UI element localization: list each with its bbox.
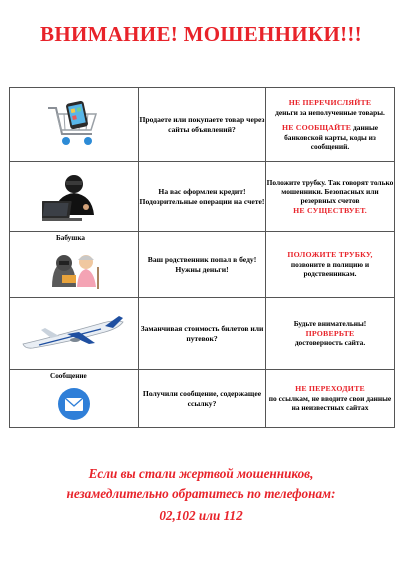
situation-text: Получили сообщение, содержащее ссылку? bbox=[142, 389, 262, 408]
table-row bbox=[10, 298, 395, 370]
advice-text: данные банковской карты, коды из сообщений. bbox=[284, 122, 379, 151]
shopping-cart-phone-icon bbox=[44, 100, 104, 150]
image-cell bbox=[10, 370, 139, 428]
advice-warning: ПОЛОЖИТЕ ТРУБКУ, bbox=[287, 250, 373, 260]
image-cell bbox=[10, 88, 139, 162]
footer-phone-numbers: 02,102 или 112 bbox=[159, 508, 243, 523]
situation-text: Ваш родственник попал в беду! Нужны деньги! bbox=[147, 255, 257, 274]
cell-label: Бабушка bbox=[56, 234, 85, 242]
situation-text: Продаете или покупаете товар через сайты объявлений? bbox=[139, 115, 265, 134]
image-cell bbox=[10, 298, 139, 370]
advice-cell bbox=[266, 298, 395, 370]
situation-text: На вас оформлен кредит! Подозрительные операции на счете! bbox=[139, 187, 265, 206]
situation-cell bbox=[139, 88, 266, 162]
cell-label: Сообщение bbox=[50, 372, 87, 380]
situation-cell bbox=[139, 370, 266, 428]
situation-text: Заманчивая стоимость билетов или путевок? bbox=[140, 324, 264, 343]
advice-warning: НЕ ПЕРЕЧИСЛЯЙТЕ bbox=[288, 97, 372, 107]
advice-warning: НЕ СООБЩАЙТЕ bbox=[281, 122, 352, 132]
situation-cell bbox=[139, 232, 266, 298]
advice-warning: ПРОВЕРЬТЕ bbox=[305, 328, 355, 338]
table-row bbox=[10, 162, 395, 232]
advice-cell bbox=[266, 232, 395, 298]
footer-line-2: незамедлительно обратитесь по телефонам: bbox=[66, 486, 336, 501]
advice-text: достоверность сайта. bbox=[294, 338, 366, 348]
image-cell bbox=[10, 232, 139, 298]
warning-table bbox=[9, 87, 395, 428]
footer-line-1: Если вы стали жертвой мошенников, bbox=[88, 466, 314, 481]
advice-text: Будьте внимательны! bbox=[293, 319, 367, 329]
page-title: ВНИМАНИЕ! МОШЕННИКИ!!! bbox=[40, 22, 362, 46]
advice-cell bbox=[266, 162, 395, 232]
hacker-laptop-icon bbox=[42, 171, 106, 223]
situation-cell bbox=[139, 298, 266, 370]
grandmother-thief-icon bbox=[46, 247, 102, 291]
advice-text: по ссылкам, не вводите свои данные на неизвестных сайтах bbox=[268, 394, 392, 413]
advice-warning: НЕ СУЩЕСТВУЕТ. bbox=[293, 205, 367, 215]
advice-text: деньги за неполученные товары. bbox=[275, 107, 385, 117]
advice-text: позвоните в полицию и родственникам. bbox=[290, 260, 370, 279]
advice-warning: НЕ ПЕРЕХОДИТЕ bbox=[295, 384, 365, 394]
airplane-icon bbox=[19, 314, 129, 354]
envelope-message-icon bbox=[57, 387, 91, 421]
table-row bbox=[10, 232, 395, 298]
advice-cell bbox=[266, 370, 395, 428]
advice-text: Положите трубку. Так говорят только мошенники. Безопасных или резервных счетов bbox=[266, 177, 394, 206]
advice-cell bbox=[266, 88, 395, 162]
table-row bbox=[10, 88, 395, 162]
image-cell bbox=[10, 162, 139, 232]
table-row bbox=[10, 370, 395, 428]
situation-cell bbox=[139, 162, 266, 232]
